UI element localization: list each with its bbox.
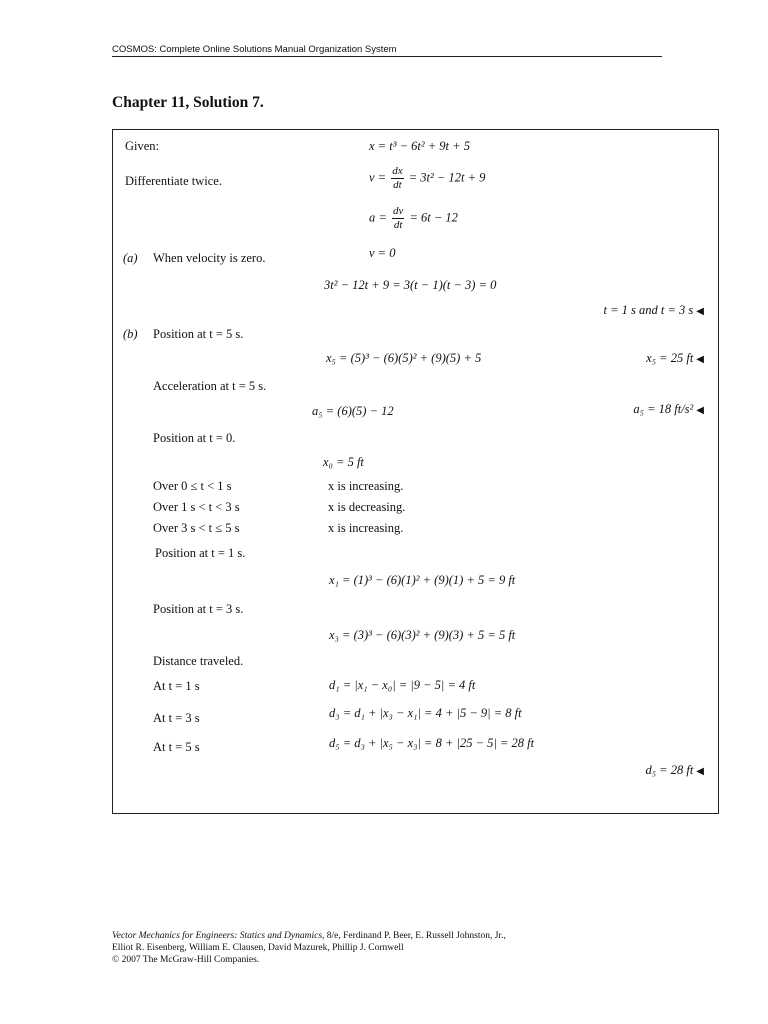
- interval-status-3: x is increasing.: [328, 521, 404, 535]
- x5-answer: [646, 352, 704, 365]
- part-a-answer: [604, 304, 705, 317]
- part-a-label: When velocity is zero.: [153, 251, 266, 265]
- answer-arrow-icon: ◀: [696, 766, 704, 777]
- given-label: Given:: [125, 139, 160, 153]
- answer-arrow-icon: ◀: [696, 405, 704, 416]
- interval-range-3: Over 3 s < t ≤ 5 s: [153, 521, 240, 535]
- page-title: Chapter 11, Solution 7.: [112, 94, 264, 111]
- position-0-label: Position at t = 0.: [153, 431, 236, 445]
- answer-arrow-icon: ◀: [696, 306, 704, 317]
- distance-at-5: At t = 5 s: [153, 740, 200, 754]
- acceleration-equation: [369, 206, 458, 231]
- position-equation: x = t³ − 6t² + 9t + 5: [369, 139, 470, 153]
- velocity-lhs: v =: [369, 170, 387, 185]
- acceleration-rhs: = 6t − 12: [409, 210, 458, 225]
- answer-arrow-icon: ◀: [696, 354, 704, 365]
- x1-equation: x₁ = (1)³ − (6)(1)² + (9)(1) + 5 = 9 ft: [329, 573, 516, 587]
- d5-answer: [645, 764, 704, 777]
- velocity-rhs: = 3t² − 12t + 9: [408, 170, 486, 185]
- footer-copyright: © 2007 The McGraw-Hill Companies.: [112, 955, 260, 965]
- position-1-label: Position at t = 1 s.: [155, 546, 246, 560]
- differentiate-label: Differentiate twice.: [125, 174, 222, 188]
- factored-equation: 3t² − 12t + 9 = 3(t − 1)(t − 3) = 0: [324, 278, 497, 292]
- a5-equation: a₅ = (6)(5) − 12: [312, 404, 394, 418]
- velocity-frac-numerator: dx: [392, 165, 403, 177]
- d5-answer-text: d₅ = 28 ft: [645, 763, 694, 777]
- a5-answer: [633, 403, 704, 416]
- velocity-frac-denominator: dt: [393, 179, 402, 191]
- distance-at-3: At t = 3 s: [153, 711, 200, 725]
- d1-equation: d₁ = |x₁ − x₀| = |9 − 5| = 4 ft: [329, 678, 476, 692]
- book-title: Vector Mechanics for Engineers: Statics and Dynamics: [112, 931, 323, 941]
- acceleration-frac-denominator: dt: [393, 219, 403, 231]
- acceleration-5-label: Acceleration at t = 5 s.: [153, 379, 267, 393]
- acceleration-derivative-fraction: [392, 206, 404, 231]
- interval-status-2: x is decreasing.: [328, 500, 406, 514]
- footer-citation: [112, 930, 632, 966]
- part-b-tag: (b): [123, 327, 138, 341]
- d3-equation: d₃ = d₁ + |x₃ − x₁| = 4 + |5 − 9| = 8 ft: [329, 706, 522, 720]
- footer-line-1: [112, 930, 632, 942]
- distance-label: Distance traveled.: [153, 654, 244, 668]
- acceleration-lhs: a =: [369, 210, 387, 225]
- x5-answer-text: x₅ = 25 ft: [646, 351, 694, 365]
- acceleration-frac-numerator: dv: [392, 205, 404, 217]
- interval-range-1: Over 0 ≤ t < 1 s: [153, 479, 232, 493]
- a5-answer-text: a₅ = 18 ft/s²: [633, 402, 694, 416]
- interval-status-1: x is increasing.: [328, 479, 404, 493]
- interval-range-2: Over 1 s < t < 3 s: [153, 500, 240, 514]
- velocity-zero-equation: v = 0: [369, 246, 396, 260]
- distance-at-1: At t = 1 s: [153, 679, 200, 693]
- x3-equation: x₃ = (3)³ − (6)(3)² + (9)(3) + 5 = 5 ft: [329, 628, 516, 642]
- footer-authors-2: Elliot R. Eisenberg, William E. Clausen, David Mazurek, Phillip J. Cornwell: [112, 943, 404, 953]
- x0-equation: x₀ = 5 ft: [323, 455, 364, 469]
- velocity-equation: [369, 166, 485, 191]
- solution-box: [112, 129, 719, 814]
- position-3-label: Position at t = 3 s.: [153, 602, 244, 616]
- part-a-answer-text: t = 1 s and t = 3 s: [603, 303, 694, 317]
- d5-equation: d₅ = d₃ + |x₅ − x₃| = 8 + |25 − 5| = 28 ft: [329, 736, 535, 750]
- position-5-label: Position at t = 5 s.: [153, 327, 244, 341]
- x5-equation: x₅ = (5)³ − (6)(5)² + (9)(5) + 5: [326, 351, 482, 365]
- velocity-derivative-fraction: [391, 166, 403, 191]
- running-header: COSMOS: Complete Online Solutions Manual Organization System: [112, 44, 662, 57]
- part-a-tag: (a): [123, 251, 138, 265]
- footer-authors-1: , 8/e, Ferdinand P. Beer, E. Russell Johnston, Jr.,: [322, 931, 506, 941]
